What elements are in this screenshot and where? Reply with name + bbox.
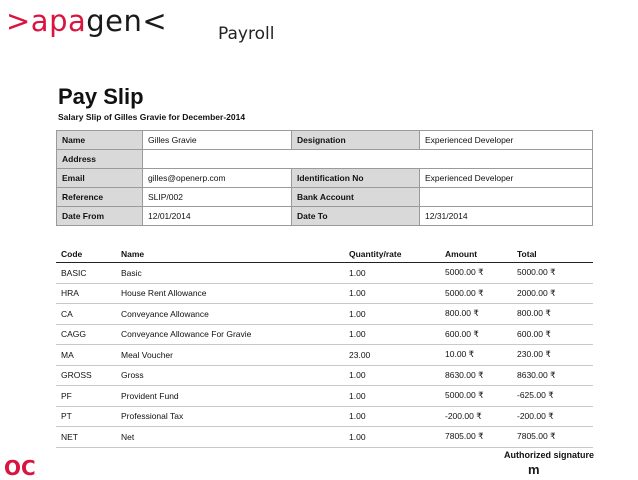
salary-lines-table (56, 245, 593, 448)
line-amount: 600.00 ₹ (440, 324, 512, 345)
reference-value: SLIP/002 (143, 188, 292, 207)
address-label: Address (57, 150, 143, 169)
lines-header-row (56, 245, 593, 263)
line-total: 7805.00 ₹ (512, 427, 593, 448)
salary-line-row (56, 263, 593, 284)
line-code: PT (56, 406, 116, 427)
date-to-label: Date To (292, 207, 420, 226)
salary-line-row (56, 304, 593, 325)
info-row (57, 207, 593, 226)
line-qty: 1.00 (344, 406, 440, 427)
name-value: Gilles Gravie (143, 131, 292, 150)
idno-value: Experienced Developer (420, 169, 593, 188)
logo-prefix: >apa (6, 4, 87, 38)
line-qty: 1.00 (344, 427, 440, 448)
slide-title: Payroll (218, 24, 275, 44)
email-value: gilles@openerp.com (143, 169, 292, 188)
address-value (143, 150, 593, 169)
designation-label: Designation (292, 131, 420, 150)
qty-header: Quantity/rate (344, 245, 440, 263)
code-header: Code (56, 245, 116, 263)
reference-label: Reference (57, 188, 143, 207)
salary-line-row (56, 406, 593, 427)
date-to-value: 12/31/2014 (420, 207, 593, 226)
line-name: Conveyance Allowance For Gravie (116, 324, 344, 345)
employee-info-table (56, 130, 593, 226)
line-code: CAGG (56, 324, 116, 345)
line-total: 600.00 ₹ (512, 324, 593, 345)
footer-logo: OC (4, 456, 36, 480)
info-row (57, 169, 593, 188)
line-total: -625.00 ₹ (512, 386, 593, 407)
line-name: Net (116, 427, 344, 448)
line-qty: 1.00 (344, 365, 440, 386)
line-name: Professional Tax (116, 406, 344, 427)
info-row (57, 188, 593, 207)
payslip-title: Pay Slip (58, 84, 144, 109)
line-name: House Rent Allowance (116, 283, 344, 304)
line-total: 5000.00 ₹ (512, 263, 593, 284)
name-label: Name (57, 131, 143, 150)
salary-line-row (56, 365, 593, 386)
salary-line-row (56, 427, 593, 448)
line-code: CA (56, 304, 116, 325)
line-amount: 10.00 ₹ (440, 345, 512, 366)
line-qty: 1.00 (344, 263, 440, 284)
logo-suffix: gen< (86, 4, 168, 38)
line-qty: 23.00 (344, 345, 440, 366)
info-row (57, 150, 593, 169)
line-code: MA (56, 345, 116, 366)
line-amount: 7805.00 ₹ (440, 427, 512, 448)
line-amount: 800.00 ₹ (440, 304, 512, 325)
line-total: 800.00 ₹ (512, 304, 593, 325)
salary-line-row (56, 324, 593, 345)
total-header: Total (512, 245, 593, 263)
website-text: m (528, 462, 540, 477)
salary-line-row (56, 386, 593, 407)
line-amount: 8630.00 ₹ (440, 365, 512, 386)
line-qty: 1.00 (344, 386, 440, 407)
info-row (57, 131, 593, 150)
line-name: Basic (116, 263, 344, 284)
line-qty: 1.00 (344, 304, 440, 325)
apagen-logo (6, 4, 167, 38)
line-amount: 5000.00 ₹ (440, 283, 512, 304)
line-name: Conveyance Allowance (116, 304, 344, 325)
line-amount: 5000.00 ₹ (440, 386, 512, 407)
payslip-subtitle: Salary Slip of Gilles Gravie for December-2014 (58, 112, 246, 122)
line-total: 230.00 ₹ (512, 345, 593, 366)
line-amount: -200.00 ₹ (440, 406, 512, 427)
line-name: Meal Voucher (116, 345, 344, 366)
name-header: Name (116, 245, 344, 263)
line-name: Gross (116, 365, 344, 386)
date-from-value: 12/01/2014 (143, 207, 292, 226)
line-total: -200.00 ₹ (512, 406, 593, 427)
line-qty: 1.00 (344, 324, 440, 345)
salary-line-row (56, 283, 593, 304)
bank-account-label: Bank Account (292, 188, 420, 207)
idno-label: Identification No (292, 169, 420, 188)
bank-account-value (420, 188, 593, 207)
line-code: PF (56, 386, 116, 407)
amount-header: Amount (440, 245, 512, 263)
line-qty: 1.00 (344, 283, 440, 304)
line-total: 2000.00 ₹ (512, 283, 593, 304)
salary-line-row (56, 345, 593, 366)
authorized-signature: Authorized signature (504, 450, 595, 460)
line-code: NET (56, 427, 116, 448)
designation-value: Experienced Developer (420, 131, 593, 150)
salary-lines-body (56, 263, 593, 448)
line-code: BASIC (56, 263, 116, 284)
email-label: Email (57, 169, 143, 188)
date-from-label: Date From (57, 207, 143, 226)
line-amount: 5000.00 ₹ (440, 263, 512, 284)
line-code: GROSS (56, 365, 116, 386)
line-code: HRA (56, 283, 116, 304)
line-name: Provident Fund (116, 386, 344, 407)
line-total: 8630.00 ₹ (512, 365, 593, 386)
